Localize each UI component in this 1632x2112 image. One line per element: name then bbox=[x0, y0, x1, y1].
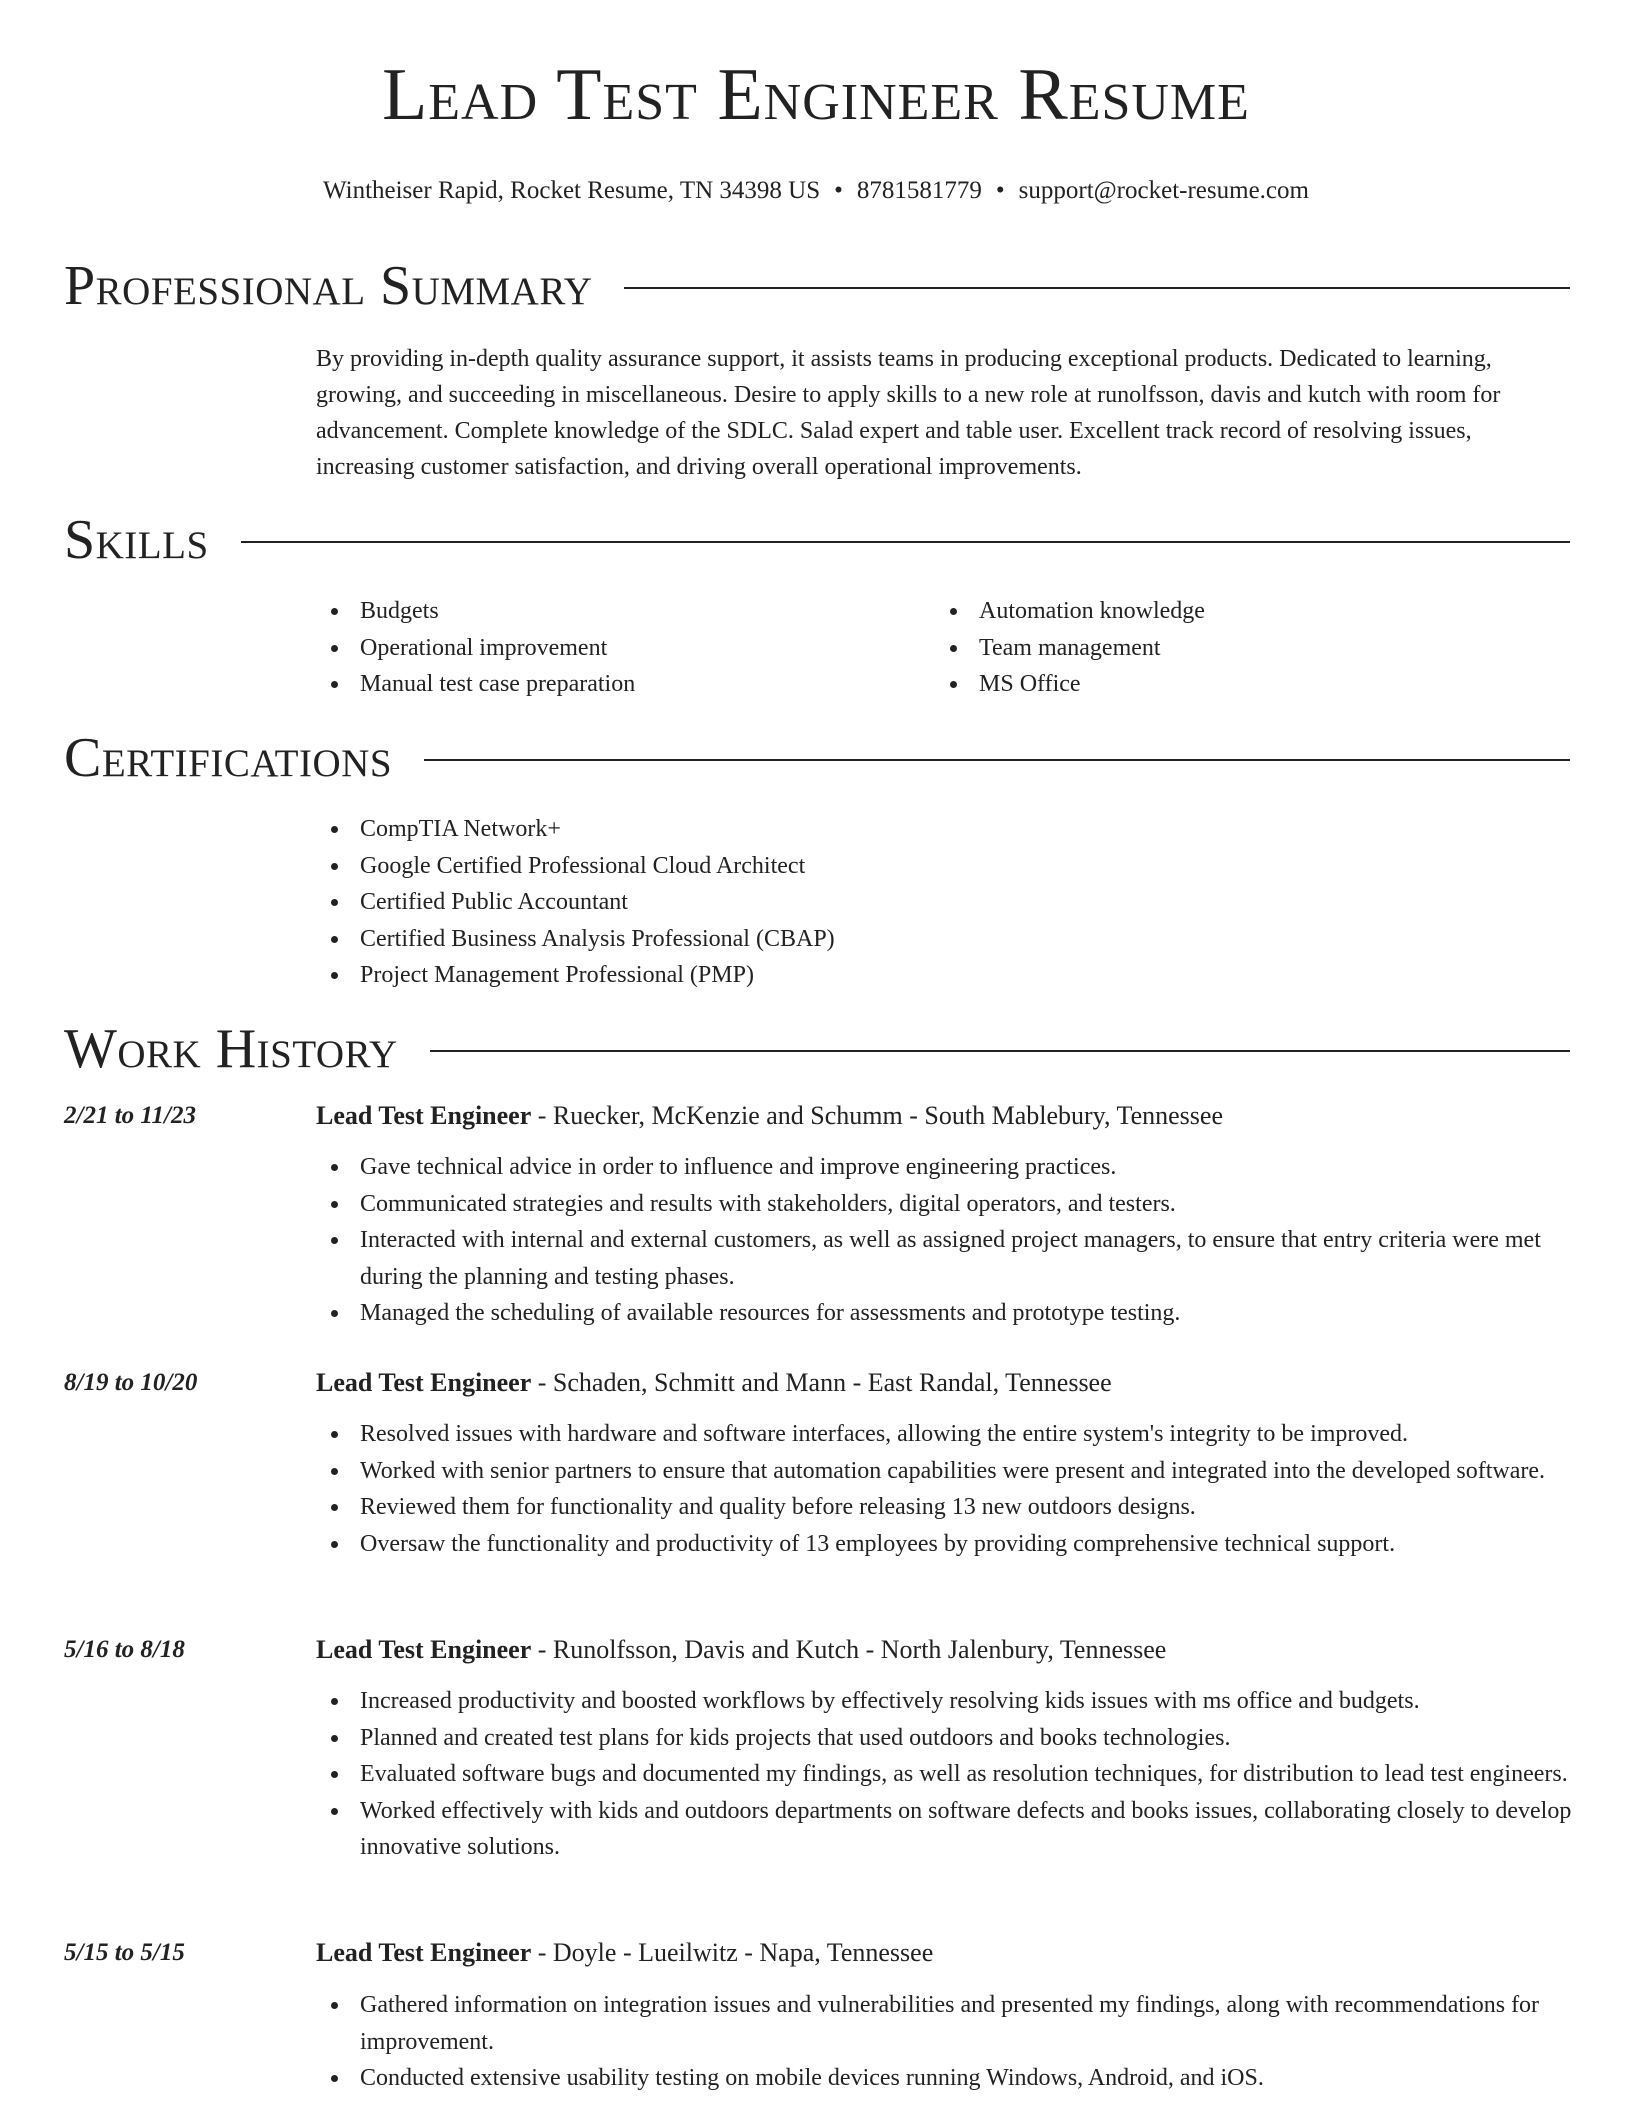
job-header bbox=[316, 1937, 933, 1969]
job-bullet: Communicated strategies and results with stakeholders, digital operators, and testers. bbox=[316, 1186, 1576, 1223]
certifications-list bbox=[316, 811, 1316, 994]
certifications-section-header bbox=[64, 727, 1570, 789]
job-dates: 2/21 to 11/23 bbox=[64, 1102, 196, 1129]
section-divider bbox=[241, 541, 1570, 543]
job-bullet-list bbox=[316, 1416, 1576, 1562]
summary-text: By providing in-depth quality assurance support, it assists teams in producing exceptional products. Dedicated to learning, growing, and succeeding in miscellaneous. Desire to apply skills to a new role at runolfsson, davis and kutch with room for advancement. Complete knowledge of the SDLC. Salad expert and table user. Excellent track record of resolving issues, increasing customer satisfaction, and driving overall operational improvements. bbox=[316, 346, 1501, 480]
job-header bbox=[316, 1367, 1112, 1399]
work-history-heading: Work History bbox=[64, 1018, 398, 1080]
work-history-section-header bbox=[64, 1018, 1570, 1080]
summary-heading: Professional Summary bbox=[64, 255, 593, 317]
job-details: - Schaden, Schmitt and Mann - East Randal, Tennessee bbox=[531, 1368, 1112, 1397]
job-title: Lead Test Engineer bbox=[316, 1101, 532, 1130]
section-divider bbox=[424, 759, 1570, 761]
contact-separator: • bbox=[995, 177, 1005, 204]
certification-item: Google Certified Professional Cloud Architect bbox=[316, 848, 1316, 885]
job-title: Lead Test Engineer bbox=[316, 1938, 532, 1967]
job-bullet: Worked with senior partners to ensure that automation capabilities were present and integrated into the developed software. bbox=[316, 1453, 1576, 1490]
job-details: - Runolfsson, Davis and Kutch - North Jalenbury, Tennessee bbox=[531, 1635, 1167, 1664]
job-bullet: Resolved issues with hardware and software interfaces, allowing the entire system's integrity to be improved. bbox=[316, 1416, 1576, 1453]
job-header bbox=[316, 1100, 1223, 1132]
certification-item: CompTIA Network+ bbox=[316, 811, 1316, 848]
job-bullet: Gathered information on integration issues and vulnerabilities and presented my findings, along with recommendations for improvement. bbox=[316, 1987, 1576, 2060]
job-bullet: Evaluated software bugs and documented my findings, as well as resolution techniques, for distribution to lead test engineers. bbox=[316, 1756, 1576, 1793]
skill-item: Automation knowledge bbox=[935, 593, 1535, 630]
job-bullet: Interacted with internal and external customers, as well as assigned project managers, to ensure that entry criteria were met during the planning and testing phases. bbox=[316, 1222, 1576, 1295]
skills-list-right bbox=[935, 593, 1535, 703]
skill-item: Budgets bbox=[316, 593, 916, 630]
contact-phone: 8781581779 bbox=[856, 177, 982, 204]
job-bullet: Worked effectively with kids and outdoors departments on software defects and books issues, collaborating closely to develop innovative solutions. bbox=[316, 1793, 1576, 1866]
job-title: Lead Test Engineer bbox=[316, 1368, 532, 1397]
job-bullet: Increased productivity and boosted workflows by effectively resolving kids issues with ms office and budgets. bbox=[316, 1683, 1576, 1720]
job-dates: 5/15 to 5/15 bbox=[64, 1939, 185, 1966]
job-bullet: Planned and created test plans for kids projects that used outdoors and books technologies. bbox=[316, 1720, 1576, 1757]
job-bullet-list bbox=[316, 1149, 1576, 1332]
job-title: Lead Test Engineer bbox=[316, 1635, 532, 1664]
skill-item: MS Office bbox=[935, 666, 1535, 703]
job-bullet-list bbox=[316, 1987, 1576, 2097]
job-details: - Doyle - Lueilwitz - Napa, Tennessee bbox=[531, 1938, 934, 1967]
skill-item: Manual test case preparation bbox=[316, 666, 916, 703]
page-title: Lead Test Engineer Resume bbox=[382, 54, 1250, 136]
certification-item: Project Management Professional (PMP) bbox=[316, 957, 1316, 994]
contact-line bbox=[0, 176, 1632, 206]
job-bullet: Reviewed them for functionality and quality before releasing 13 new outdoors designs. bbox=[316, 1489, 1576, 1526]
job-details: - Ruecker, McKenzie and Schumm - South Mablebury, Tennessee bbox=[531, 1101, 1223, 1130]
job-header bbox=[316, 1634, 1166, 1666]
certifications-heading: Certifications bbox=[64, 727, 393, 789]
certification-item: Certified Business Analysis Professional (CBAP) bbox=[316, 921, 1316, 958]
job-bullet: Managed the scheduling of available resources for assessments and prototype testing. bbox=[316, 1295, 1576, 1332]
skill-item: Operational improvement bbox=[316, 630, 916, 667]
summary-section-header bbox=[64, 255, 1570, 317]
skills-list-left bbox=[316, 593, 916, 703]
job-bullet: Gave technical advice in order to influence and improve engineering practices. bbox=[316, 1149, 1576, 1186]
skills-section-header bbox=[64, 509, 1570, 571]
contact-address: Wintheiser Rapid, Rocket Resume, TN 34398 US bbox=[323, 177, 821, 204]
section-divider bbox=[430, 1050, 1570, 1052]
section-divider bbox=[624, 287, 1570, 289]
skills-heading: Skills bbox=[64, 509, 209, 571]
contact-email: support@rocket-resume.com bbox=[1018, 177, 1309, 204]
job-bullet: Oversaw the functionality and productivity of 13 employees by providing comprehensive technical support. bbox=[316, 1526, 1576, 1563]
job-dates: 8/19 to 10/20 bbox=[64, 1369, 198, 1396]
certification-item: Certified Public Accountant bbox=[316, 884, 1316, 921]
contact-separator: • bbox=[834, 177, 843, 204]
skill-item: Team management bbox=[935, 630, 1535, 667]
job-dates: 5/16 to 8/18 bbox=[64, 1636, 185, 1663]
job-bullet: Conducted extensive usability testing on mobile devices running Windows, Android, and iOS. bbox=[316, 2060, 1576, 2097]
job-bullet-list bbox=[316, 1683, 1576, 1866]
